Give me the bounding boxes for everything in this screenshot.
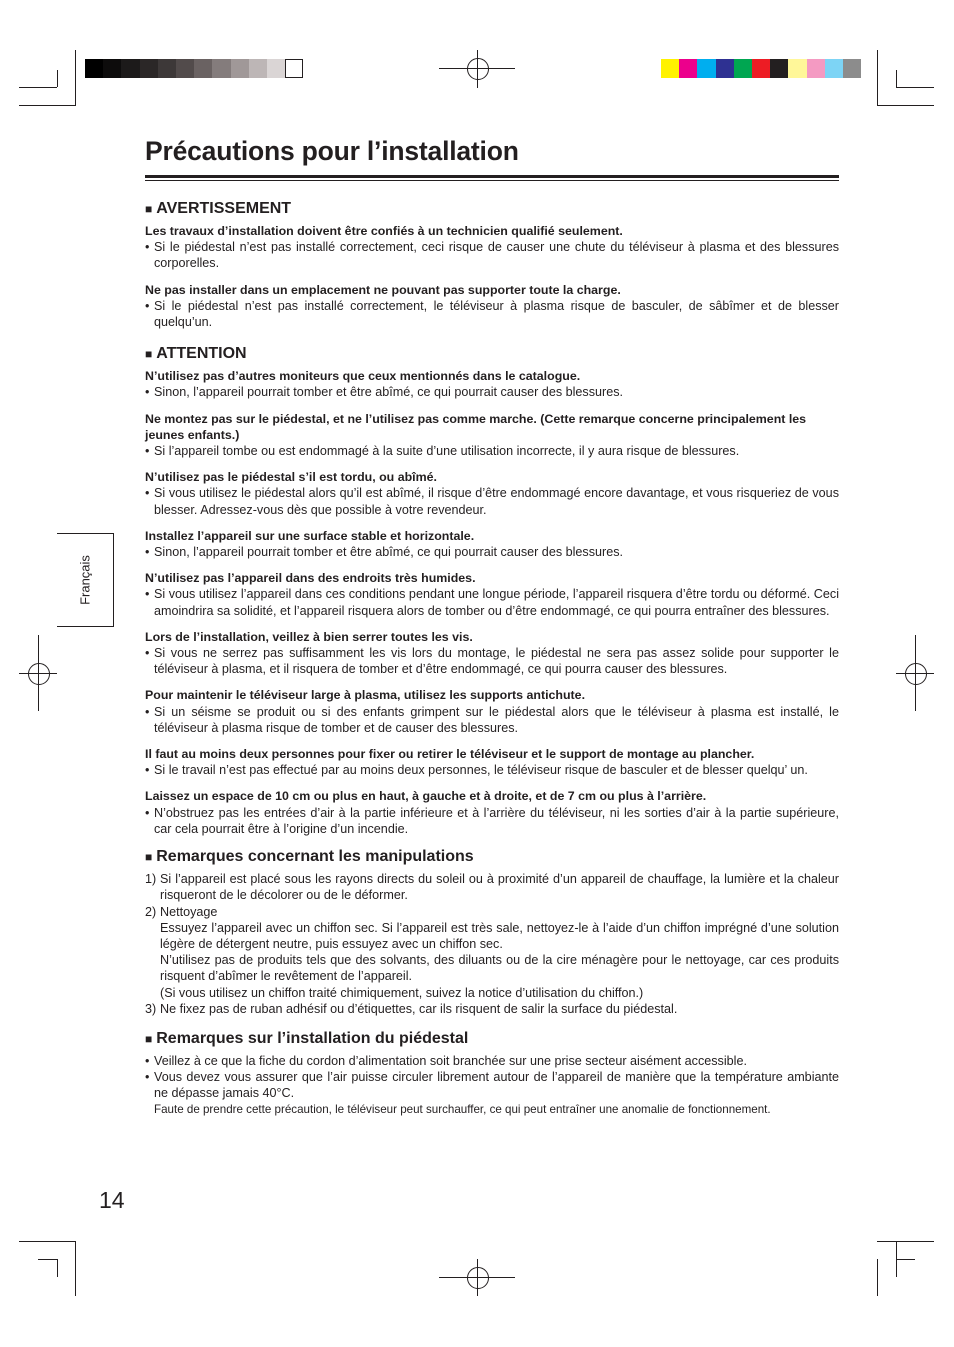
color-swatch: [231, 59, 249, 78]
item-bullet: [145, 805, 839, 837]
crop-mark-bottom-left-h2: [38, 1259, 57, 1260]
attention-item: [145, 687, 839, 736]
crop-mark-top-right-h2: [877, 105, 934, 106]
bullet-icon: •: [145, 1070, 150, 1085]
page-title: Précautions pour l’installation: [145, 136, 519, 166]
cleaning-warning: N’utilisez pas de produits tels que des solvants, des diluants ou de la cire ménagère pour le nettoyage, car ces produits risquent d’abîmer le revêtement de l’appareil.: [160, 953, 839, 984]
title-rule-thick: [145, 175, 839, 178]
item-title: N’utilisez pas l’appareil dans des endroits très humides.: [145, 571, 476, 586]
crop-mark-bottom-left-h: [19, 1241, 76, 1242]
piedestal-note: Faute de prendre cette précaution, le téléviseur peut surchauffer, ce qui peut entraîner une anomalie de fonctionnement.: [154, 1102, 771, 1116]
avertissement-list: [145, 223, 839, 330]
piedestal-bullet: • Vous devez vous assurer que l’air puisse circuler librement autour de l’appareil de manière que la température ambiante ne dépasse jamais 40°C.: [145, 1070, 839, 1101]
item-bullet: [145, 762, 839, 778]
item-bullet-text: Si le piédestal n’est pas installé correctement, le téléviseur à plasma risque de basculer, de sâbîmer et de blesser quelqu’un.: [154, 298, 839, 330]
item-title: Lors de l’installation, veillez à bien serrer toutes les vis.: [145, 629, 473, 644]
bullet-icon: •: [145, 704, 150, 719]
crop-mark-top-right-v: [877, 50, 878, 105]
bullet-icon: •: [145, 763, 150, 778]
avertissement-item: [145, 223, 839, 272]
item-bullet-text: Si le travail n’est pas effectué par au moins deux personnes, le téléviseur risque de basculer et de blesser quelqu’ un.: [154, 763, 808, 778]
crop-mark-bottom-left-v2: [57, 1259, 58, 1277]
color-swatch: [249, 59, 267, 78]
color-swatch: [770, 59, 788, 78]
section-heading-piedestal: ■ Remarques sur l’installation du piédestal: [145, 1029, 469, 1047]
color-swatch: [752, 59, 770, 78]
color-swatch: [212, 59, 230, 78]
color-swatch: [103, 59, 121, 78]
crop-mark-top-left-v2: [57, 70, 58, 87]
bullet-icon: •: [145, 1053, 150, 1068]
item-bullet-text: N’obstruez pas les entrées d’air à la partie inférieure et à l’arrière du téléviseur, ni les sorties d’air à la partie supérieure, car cela pourrait être à l’origine d’un incendie.: [154, 805, 839, 836]
item-title: Pour maintenir le téléviseur large à plasma, utilisez les supports antichute.: [145, 688, 586, 703]
item-bullet-text: Sinon, l’appareil pourrait tomber et être abîmé, ce qui pourrait causer des blessures.: [154, 545, 624, 560]
square-bullet-icon: ■: [145, 202, 153, 216]
item-bullet: [145, 586, 839, 618]
color-swatch: [140, 59, 158, 78]
crop-mark-bottom-right-v: [877, 1259, 878, 1296]
bullet-icon: •: [145, 587, 150, 602]
item-title: Ne montez pas sur le piédestal, et ne l’utilisez pas comme marche. (Cette remarque concerne principalement les jeunes enfants.): [145, 411, 807, 442]
crop-mark-bottom-left-v: [75, 1241, 76, 1296]
section-heading-attention: ■ ATTENTION: [145, 345, 247, 363]
attention-item: [145, 788, 839, 837]
attention-item: [145, 411, 839, 460]
bullet-icon: •: [145, 545, 150, 560]
color-swatch: [121, 59, 139, 78]
item-bullet: [145, 645, 839, 677]
item-bullet-text: Si vous ne serrez pas suffisamment les vis lors du montage, le piédestal ne sera pas assez solide pour supporter le téléviseur à plasma, et il risquera de tomber et d’être endommagé, ce qui pourra causer des blessures.: [154, 646, 839, 677]
manipulation-item: 2) Nettoyage: [145, 904, 218, 919]
color-swatch: [194, 59, 212, 78]
crop-mark-top-left-v: [75, 50, 76, 105]
item-title: N’utilisez pas d’autres moniteurs que ceux mentionnés dans le catalogue.: [145, 369, 581, 384]
manipulation-item: 3) Ne fixez pas de ruban adhésif ou d’étiquettes, car ils risquent de salir la surface du piédestal.: [145, 1001, 678, 1016]
item-bullet-text: Si un séisme se produit ou si des enfants grimpent sur le piédestal alors que le téléviseur à plasma est installé, le téléviseur à plasma risque de tomber et de causer des blessures.: [154, 704, 839, 735]
item-title: Il faut au moins deux personnes pour fixer ou retirer le téléviseur et le support de montage au plancher.: [145, 747, 755, 762]
attention-item: [145, 528, 839, 560]
bullet-icon: •: [145, 805, 150, 820]
item-bullet: [145, 544, 839, 560]
color-swatch: [267, 59, 285, 78]
color-swatch: [679, 59, 697, 78]
item-bullet-text: Si le piédestal n’est pas installé correctement, ceci risque de causer une chute du téléviseur à plasma et des blessures corporelles.: [154, 240, 839, 271]
color-swatch: [285, 59, 303, 78]
cleaning-note: (Si vous utilisez un chiffon traité chimiquement, suivez la notice d’utilisation du chiffon.): [160, 985, 644, 1000]
bullet-icon: •: [145, 298, 150, 313]
crop-mark-top-right-v2: [896, 70, 897, 87]
crop-mark-top-left-h: [19, 87, 57, 88]
item-title: Les travaux d’installation doivent être confiés à un technicien qualifié seulement.: [145, 224, 623, 238]
manipulation-item: 1) Si l’appareil est placé sous les rayons directs du soleil ou à proximité d’un appareil de chauffage, la lumière et la chaleur risqueront de le décolorer ou de le déformer.: [145, 872, 839, 903]
color-swatch: [734, 59, 752, 78]
item-bullet-text: Sinon, l’appareil pourrait tomber et être abîmé, ce qui pourrait causer des blessures.: [154, 385, 624, 400]
crop-mark-bottom-right-h: [877, 1241, 934, 1242]
section-heading-manipulations: ■ Remarques concernant les manipulations: [145, 848, 474, 866]
crop-mark-bottom-right-h2: [896, 1259, 915, 1260]
item-bullet: [145, 485, 839, 517]
language-label: Français: [77, 555, 93, 605]
cleaning-instruction: Essuyez l’appareil avec un chiffon sec. Si l’appareil est très sale, nettoyez-le à l’aide d’un chiffon imprégné d’une solution légère de détergent neutre, puis essuyez avec un chiffon sec.: [160, 920, 839, 951]
color-swatch: [788, 59, 806, 78]
color-swatch: [158, 59, 176, 78]
item-bullet: [145, 443, 839, 459]
color-swatch: [716, 59, 734, 78]
square-bullet-icon: ■: [145, 347, 153, 362]
item-title: Installez l’appareil sur une surface stable et horizontale.: [145, 528, 475, 543]
item-bullet-text: Si vous utilisez le piédestal alors qu’il est abîmé, il risque d’être endommagé encore davantage, et vous risqueriez de vous blesser. Adressez-vous dès que possible à votre revendeur.: [154, 486, 839, 517]
bullet-icon: •: [145, 646, 150, 661]
bullet-icon: •: [145, 385, 150, 400]
language-side-tab: [57, 533, 114, 627]
item-bullet: [145, 384, 839, 400]
item-title: N’utilisez pas le piédestal s’il est tordu, ou abîmé.: [145, 470, 437, 485]
grayscale-calibration-bar: [85, 59, 303, 78]
bullet-icon: •: [145, 240, 150, 255]
item-title: Ne pas installer dans un emplacement ne pouvant pas supporter toute la charge.: [145, 282, 621, 297]
color-calibration-bar: [661, 59, 861, 78]
section-heading-avertissement: ■ AVERTISSEMENT: [145, 200, 292, 217]
color-swatch: [843, 59, 861, 78]
color-swatch: [807, 59, 825, 78]
item-title: Laissez un espace de 10 cm ou plus en haut, à gauche et à droite, et de 7 cm ou plus à l’arrière.: [145, 789, 707, 804]
color-swatch: [661, 59, 679, 78]
color-swatch: [697, 59, 715, 78]
item-bullet-text: Si vous utilisez l’appareil dans ces conditions pendant une longue période, l’appareil risquera d’être tordu ou déformé. Ceci amoindrira sa solidité, et l’appareil risquera alors de tomber ou d’être endommagé, ce qui pourra entraîner des blessures.: [154, 587, 839, 618]
attention-item: [145, 368, 839, 400]
item-bullet: [145, 704, 839, 736]
square-bullet-icon: ■: [145, 1031, 153, 1046]
page-number: 14: [99, 1187, 125, 1213]
attention-item: [145, 746, 839, 778]
attention-list: [145, 368, 839, 837]
main-content: [145, 199, 839, 1118]
color-swatch: [176, 59, 194, 78]
crop-mark-top-left-h2: [19, 105, 76, 106]
item-bullet-text: Si l’appareil tombe ou est endommagé à la suite d’une utilisation incorrecte, il y aura risque de blessures.: [154, 444, 740, 459]
title-rule-thin: [145, 180, 839, 181]
square-bullet-icon: ■: [145, 850, 153, 865]
item-bullet: [145, 298, 839, 330]
crop-mark-top-right-h: [896, 87, 934, 88]
color-swatch: [85, 59, 103, 78]
piedestal-bullet: • Veillez à ce que la fiche du cordon d’alimentation soit branchée sur une prise secteur aisément accessible.: [145, 1053, 747, 1068]
attention-item: [145, 629, 839, 678]
item-bullet: [145, 239, 839, 271]
bullet-icon: •: [145, 486, 150, 501]
attention-item: [145, 469, 839, 518]
attention-item: [145, 570, 839, 619]
avertissement-item: [145, 282, 839, 331]
color-swatch: [825, 59, 843, 78]
bullet-icon: •: [145, 444, 150, 459]
